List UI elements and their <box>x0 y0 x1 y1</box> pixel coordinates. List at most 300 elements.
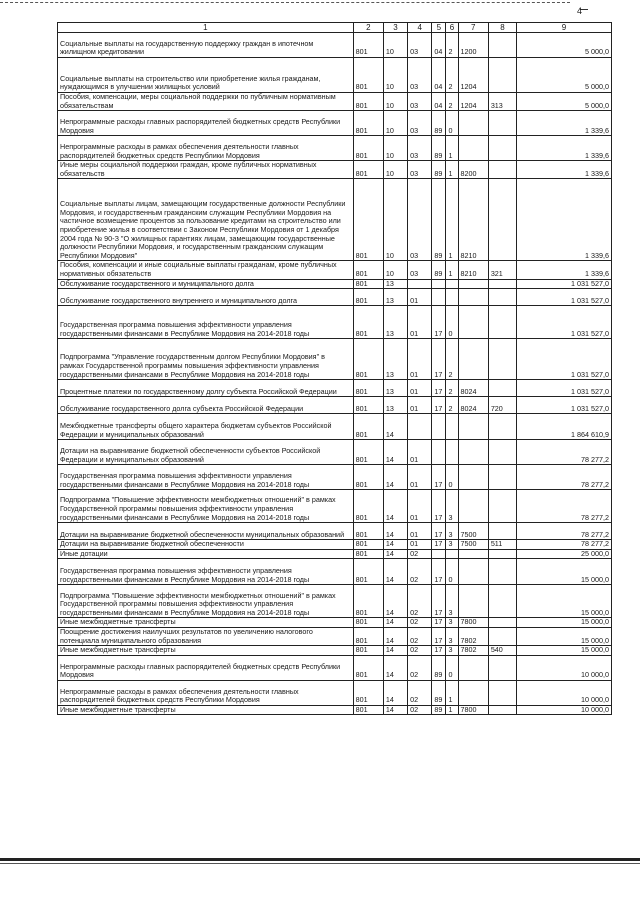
cell-amount: 25 000,0 <box>517 549 612 559</box>
cell-ministry-code: 801 <box>353 289 383 306</box>
cell-target-item: 1200 <box>458 33 488 58</box>
cell-amount: 1 031 527,0 <box>517 397 612 414</box>
cell-subsection: 03 <box>408 93 432 111</box>
cell-description: Обслуживание государственного внутреннего и муниципального долга <box>58 289 354 306</box>
table-row <box>58 523 612 540</box>
cell-subprogram: 1 <box>446 161 458 179</box>
table-header-row <box>58 23 612 33</box>
cell-expense-type: 540 <box>488 646 516 656</box>
cell-subsection: 02 <box>408 585 432 618</box>
cell-section: 14 <box>383 618 407 628</box>
cell-expense-type <box>488 339 516 380</box>
table-row <box>58 465 612 490</box>
cell-amount: 1 339,6 <box>517 261 612 279</box>
cell-subsection: 01 <box>408 540 432 550</box>
table-row <box>58 261 612 279</box>
cell-expense-type <box>488 58 516 93</box>
cell-subprogram: 2 <box>446 397 458 414</box>
cell-description: Иные межбюджетные трансферты <box>58 618 354 628</box>
header-col-8: 8 <box>488 23 516 33</box>
cell-subprogram: 2 <box>446 33 458 58</box>
cell-subprogram: 2 <box>446 380 458 397</box>
cell-expense-type <box>488 33 516 58</box>
cell-amount: 15 000,0 <box>517 646 612 656</box>
table-row <box>58 540 612 550</box>
cell-target-item: 7800 <box>458 618 488 628</box>
cell-subsection: 03 <box>408 58 432 93</box>
cell-expense-type <box>488 559 516 585</box>
cell-description: Межбюджетные трансферты общего характера бюджетам субъектов Российской Федерации и муниципальных образований <box>58 414 354 440</box>
cell-amount: 1 031 527,0 <box>517 339 612 380</box>
cell-subprogram <box>446 549 458 559</box>
cell-section: 14 <box>383 549 407 559</box>
cell-program: 89 <box>432 261 446 279</box>
cell-expense-type <box>488 549 516 559</box>
cell-description: Поощрение достижения наилучших результатов по увеличению налогового потенциала муниципального образования <box>58 627 354 645</box>
cell-target-item <box>458 490 488 523</box>
cell-ministry-code: 801 <box>353 161 383 179</box>
cell-target-item: 7802 <box>458 627 488 645</box>
cell-amount: 1 339,6 <box>517 111 612 136</box>
cell-program: 04 <box>432 33 446 58</box>
header-col-9: 9 <box>517 23 612 33</box>
cell-subprogram: 1 <box>446 705 458 715</box>
cell-ministry-code: 801 <box>353 136 383 161</box>
cell-expense-type <box>488 680 516 705</box>
scan-bottom-bar <box>0 858 640 861</box>
cell-target-item <box>458 306 488 339</box>
cell-subsection <box>408 414 432 440</box>
cell-program <box>432 279 446 289</box>
cell-section: 10 <box>383 261 407 279</box>
cell-program: 17 <box>432 646 446 656</box>
table-row <box>58 161 612 179</box>
cell-subprogram: 2 <box>446 58 458 93</box>
cell-section: 10 <box>383 33 407 58</box>
cell-ministry-code: 801 <box>353 559 383 585</box>
cell-section: 10 <box>383 161 407 179</box>
cell-target-item: 8024 <box>458 380 488 397</box>
cell-subsection: 02 <box>408 627 432 645</box>
cell-expense-type <box>488 179 516 261</box>
cell-subprogram: 1 <box>446 136 458 161</box>
cell-target-item <box>458 680 488 705</box>
cell-section: 14 <box>383 627 407 645</box>
cell-section: 10 <box>383 136 407 161</box>
cell-expense-type <box>488 111 516 136</box>
cell-description: Обслуживание государственного и муниципального долга <box>58 279 354 289</box>
cell-description: Обслуживание государственного долга субъекта Российской Федерации <box>58 397 354 414</box>
cell-ministry-code: 801 <box>353 705 383 715</box>
cell-section: 10 <box>383 93 407 111</box>
cell-ministry-code: 801 <box>353 465 383 490</box>
cell-subsection: 03 <box>408 261 432 279</box>
cell-subsection: 02 <box>408 618 432 628</box>
header-col-4: 4 <box>408 23 432 33</box>
cell-expense-type <box>488 414 516 440</box>
table-row <box>58 559 612 585</box>
cell-expense-type <box>488 161 516 179</box>
cell-description: Подпрограмма "Управление государственным долгом Республики Мордовия" в рамках Государственной программы повышения эффективности управления государственными финансами в Республике Мордовия на 2014-2018 годы <box>58 339 354 380</box>
cell-ministry-code: 801 <box>353 540 383 550</box>
cell-section: 14 <box>383 559 407 585</box>
cell-program <box>432 289 446 306</box>
cell-ministry-code: 801 <box>353 440 383 465</box>
header-col-2: 2 <box>353 23 383 33</box>
cell-ministry-code: 801 <box>353 306 383 339</box>
scan-bottom-line <box>0 863 640 864</box>
cell-subprogram: 2 <box>446 93 458 111</box>
cell-amount: 1 339,6 <box>517 179 612 261</box>
page-number: 4 <box>576 6 582 16</box>
cell-subprogram <box>446 440 458 465</box>
cell-target-item <box>458 414 488 440</box>
cell-target-item: 7500 <box>458 540 488 550</box>
table-row <box>58 414 612 440</box>
cell-amount: 78 277,2 <box>517 465 612 490</box>
cell-description: Социальные выплаты лицам, замещающим государственные должности Республики Мордовия, и государственным гражданским служащим Республики Мордовия на частичное возмещение процентов за пользование кредитами на строительство или приобретение жилья в соответствии с Законом Республики Мордовия от 1 декабря 2004 года № 90-З "О жилищных гарантиях лицам, замещающим государственные должности Республики Мордовия, и государственным гражданским служащим Республики Мордовия" <box>58 179 354 261</box>
cell-description: Подпрограмма "Повышение эффективности межбюджетных отношений" в рамках Государственной программы повышения эффективности управления государственными финансами в Республике Мордовия на 2014-2018 годы <box>58 490 354 523</box>
cell-description: Непрограммные расходы в рамках обеспечения деятельности главных распорядителей бюджетных средств Республики Мордовия <box>58 680 354 705</box>
cell-section: 14 <box>383 655 407 680</box>
table-row <box>58 58 612 93</box>
cell-section: 13 <box>383 339 407 380</box>
cell-subprogram: 1 <box>446 179 458 261</box>
cell-subprogram: 3 <box>446 523 458 540</box>
cell-target-item <box>458 289 488 306</box>
cell-subsection: 02 <box>408 680 432 705</box>
cell-description: Подпрограмма "Повышение эффективности межбюджетных отношений" в рамках Государственной программы повышения эффективности управления государственными финансами в Республике Мордовия на 2014-2018 годы <box>58 585 354 618</box>
cell-amount: 1 864 610,9 <box>517 414 612 440</box>
cell-amount: 15 000,0 <box>517 627 612 645</box>
cell-target-item <box>458 440 488 465</box>
cell-amount: 15 000,0 <box>517 618 612 628</box>
cell-subsection: 03 <box>408 136 432 161</box>
cell-ministry-code: 801 <box>353 490 383 523</box>
cell-section: 14 <box>383 585 407 618</box>
cell-subsection: 01 <box>408 465 432 490</box>
cell-subprogram: 3 <box>446 627 458 645</box>
cell-amount: 5 000,0 <box>517 58 612 93</box>
cell-subprogram: 3 <box>446 646 458 656</box>
cell-subprogram: 1 <box>446 680 458 705</box>
header-col-1: 1 <box>58 23 354 33</box>
cell-description: Социальные выплаты на строительство или приобретение жилья гражданам, нуждающимся в улучшении жилищных условий <box>58 58 354 93</box>
cell-program: 89 <box>432 111 446 136</box>
cell-description: Социальные выплаты на государственную поддержку граждан в ипотечном жилищном кредитовании <box>58 33 354 58</box>
table-row <box>58 136 612 161</box>
cell-target-item <box>458 136 488 161</box>
cell-description: Иные межбюджетные трансферты <box>58 646 354 656</box>
cell-amount: 1 031 527,0 <box>517 289 612 306</box>
cell-program: 17 <box>432 380 446 397</box>
cell-subsection: 01 <box>408 289 432 306</box>
cell-program: 17 <box>432 540 446 550</box>
cell-program: 17 <box>432 397 446 414</box>
cell-ministry-code: 801 <box>353 523 383 540</box>
header-col-7: 7 <box>458 23 488 33</box>
table-row <box>58 93 612 111</box>
cell-expense-type <box>488 136 516 161</box>
cell-amount: 5 000,0 <box>517 93 612 111</box>
cell-amount: 10 000,0 <box>517 680 612 705</box>
cell-section: 14 <box>383 680 407 705</box>
cell-subsection: 02 <box>408 646 432 656</box>
cell-subprogram: 3 <box>446 490 458 523</box>
cell-section: 14 <box>383 440 407 465</box>
cell-amount: 5 000,0 <box>517 33 612 58</box>
cell-ministry-code: 801 <box>353 33 383 58</box>
table-row <box>58 627 612 645</box>
cell-description: Процентные платежи по государственному долгу субъекта Российской Федерации <box>58 380 354 397</box>
cell-subprogram: 0 <box>446 465 458 490</box>
cell-subsection <box>408 279 432 289</box>
cell-subsection: 01 <box>408 306 432 339</box>
cell-expense-type <box>488 440 516 465</box>
cell-program: 89 <box>432 136 446 161</box>
table-row <box>58 646 612 656</box>
table-row <box>58 549 612 559</box>
cell-description: Иные межбюджетные трансферты <box>58 705 354 715</box>
cell-section: 13 <box>383 380 407 397</box>
cell-ministry-code: 801 <box>353 279 383 289</box>
cell-subsection: 02 <box>408 559 432 585</box>
cell-program: 17 <box>432 490 446 523</box>
cell-subsection: 02 <box>408 549 432 559</box>
table-row <box>58 279 612 289</box>
table-row <box>58 380 612 397</box>
cell-amount: 78 277,2 <box>517 523 612 540</box>
cell-target-item <box>458 585 488 618</box>
cell-target-item <box>458 339 488 380</box>
cell-amount: 1 031 527,0 <box>517 279 612 289</box>
cell-target-item: 1204 <box>458 58 488 93</box>
cell-program: 17 <box>432 339 446 380</box>
cell-subprogram <box>446 289 458 306</box>
cell-program: 17 <box>432 618 446 628</box>
header-col-5: 5 <box>432 23 446 33</box>
cell-amount: 1 031 527,0 <box>517 380 612 397</box>
cell-section: 14 <box>383 414 407 440</box>
cell-description: Государственная программа повышения эффективности управления государственными финансами в Республике Мордовия на 2014-2018 годы <box>58 465 354 490</box>
cell-expense-type: 720 <box>488 397 516 414</box>
cell-expense-type <box>488 585 516 618</box>
cell-target-item <box>458 549 488 559</box>
cell-expense-type <box>488 627 516 645</box>
cell-ministry-code: 801 <box>353 380 383 397</box>
cell-target-item <box>458 559 488 585</box>
header-col-6: 6 <box>446 23 458 33</box>
table-row <box>58 618 612 628</box>
cell-subsection: 01 <box>408 380 432 397</box>
cell-target-item <box>458 465 488 490</box>
cell-ministry-code: 801 <box>353 646 383 656</box>
cell-description: Государственная программа повышения эффективности управления государственными финансами в Республике Мордовия на 2014-2018 годы <box>58 306 354 339</box>
cell-program <box>432 414 446 440</box>
cell-description: Непрограммные расходы в рамках обеспечения деятельности главных распорядителей бюджетных средств Республики Мордовия <box>58 136 354 161</box>
cell-target-item: 7800 <box>458 705 488 715</box>
table-body <box>58 33 612 715</box>
cell-amount: 78 277,2 <box>517 440 612 465</box>
cell-expense-type <box>488 279 516 289</box>
cell-program <box>432 549 446 559</box>
cell-section: 14 <box>383 705 407 715</box>
cell-program: 17 <box>432 465 446 490</box>
cell-amount: 10 000,0 <box>517 705 612 715</box>
cell-expense-type <box>488 490 516 523</box>
cell-program: 89 <box>432 179 446 261</box>
cell-subprogram: 3 <box>446 540 458 550</box>
cell-ministry-code: 801 <box>353 585 383 618</box>
cell-description: Иные дотации <box>58 549 354 559</box>
cell-subsection: 01 <box>408 339 432 380</box>
cell-expense-type <box>488 465 516 490</box>
table-row <box>58 289 612 306</box>
cell-subsection: 02 <box>408 655 432 680</box>
cell-program: 17 <box>432 585 446 618</box>
table-row <box>58 655 612 680</box>
cell-amount: 1 031 527,0 <box>517 306 612 339</box>
cell-description: Пособия, компенсации и иные социальные выплаты гражданам, кроме публичных нормативных обязательств <box>58 261 354 279</box>
cell-subprogram: 2 <box>446 339 458 380</box>
cell-program: 89 <box>432 680 446 705</box>
cell-program <box>432 440 446 465</box>
table-row <box>58 585 612 618</box>
cell-target-item: 7500 <box>458 523 488 540</box>
cell-program: 17 <box>432 627 446 645</box>
table-row <box>58 490 612 523</box>
table-row <box>58 179 612 261</box>
cell-ministry-code: 801 <box>353 549 383 559</box>
cell-expense-type <box>488 705 516 715</box>
cell-subprogram: 1 <box>446 261 458 279</box>
cell-expense-type <box>488 380 516 397</box>
table-row <box>58 440 612 465</box>
cell-program: 17 <box>432 523 446 540</box>
cell-subsection: 03 <box>408 111 432 136</box>
cell-ministry-code: 801 <box>353 414 383 440</box>
cell-ministry-code: 801 <box>353 397 383 414</box>
cell-amount: 1 339,6 <box>517 136 612 161</box>
cell-subprogram: 0 <box>446 306 458 339</box>
cell-expense-type <box>488 289 516 306</box>
cell-section: 14 <box>383 523 407 540</box>
cell-section: 10 <box>383 58 407 93</box>
cell-program: 89 <box>432 705 446 715</box>
cell-amount: 15 000,0 <box>517 559 612 585</box>
cell-section: 10 <box>383 111 407 136</box>
cell-subprogram <box>446 414 458 440</box>
cell-target-item: 8210 <box>458 179 488 261</box>
cell-description: Дотации на выравнивание бюджетной обеспеченности субъектов Российской Федерации и муниципальных образований <box>58 440 354 465</box>
table-row <box>58 111 612 136</box>
cell-subsection: 02 <box>408 705 432 715</box>
cell-target-item <box>458 655 488 680</box>
budget-table <box>57 22 612 715</box>
cell-expense-type: 511 <box>488 540 516 550</box>
cell-description: Непрограммные расходы главных распорядителей бюджетных средств Республики Мордовия <box>58 111 354 136</box>
cell-section: 14 <box>383 490 407 523</box>
cell-amount: 78 277,2 <box>517 490 612 523</box>
cell-description: Дотации на выравнивание бюджетной обеспеченности муниципальных образований <box>58 523 354 540</box>
cell-section: 13 <box>383 289 407 306</box>
cell-target-item <box>458 279 488 289</box>
cell-section: 14 <box>383 646 407 656</box>
cell-subsection: 01 <box>408 440 432 465</box>
cell-description: Государственная программа повышения эффективности управления государственными финансами в Республике Мордовия на 2014-2018 годы <box>58 559 354 585</box>
cell-target-item: 8024 <box>458 397 488 414</box>
scan-top-line <box>0 2 570 3</box>
cell-ministry-code: 801 <box>353 339 383 380</box>
cell-section: 13 <box>383 397 407 414</box>
cell-subsection: 03 <box>408 179 432 261</box>
cell-ministry-code: 801 <box>353 58 383 93</box>
cell-section: 13 <box>383 306 407 339</box>
cell-program: 17 <box>432 559 446 585</box>
cell-description: Непрограммные расходы главных распорядителей бюджетных средств Республики Мордовия <box>58 655 354 680</box>
cell-subprogram: 3 <box>446 618 458 628</box>
cell-description: Дотации на выравнивание бюджетной обеспеченности <box>58 540 354 550</box>
cell-description: Пособия, компенсации, меры социальной поддержки по публичным нормативным обязательствам <box>58 93 354 111</box>
cell-amount: 78 277,2 <box>517 540 612 550</box>
cell-section: 14 <box>383 465 407 490</box>
cell-expense-type <box>488 618 516 628</box>
cell-subsection: 01 <box>408 490 432 523</box>
cell-expense-type <box>488 655 516 680</box>
table-row <box>58 306 612 339</box>
cell-section: 10 <box>383 179 407 261</box>
cell-section: 13 <box>383 279 407 289</box>
cell-description: Иные меры социальной поддержки граждан, кроме публичных нормативных обязательств <box>58 161 354 179</box>
cell-target-item <box>458 111 488 136</box>
cell-expense-type <box>488 523 516 540</box>
cell-ministry-code: 801 <box>353 627 383 645</box>
cell-amount: 15 000,0 <box>517 585 612 618</box>
header-col-3: 3 <box>383 23 407 33</box>
cell-subsection: 01 <box>408 523 432 540</box>
table-row <box>58 397 612 414</box>
cell-target-item: 8210 <box>458 261 488 279</box>
cell-program: 89 <box>432 161 446 179</box>
cell-subsection: 01 <box>408 397 432 414</box>
cell-amount: 10 000,0 <box>517 655 612 680</box>
cell-ministry-code: 801 <box>353 179 383 261</box>
cell-target-item: 7802 <box>458 646 488 656</box>
cell-subsection: 03 <box>408 161 432 179</box>
cell-program: 89 <box>432 655 446 680</box>
table-row <box>58 33 612 58</box>
cell-expense-type: 313 <box>488 93 516 111</box>
cell-target-item: 1204 <box>458 93 488 111</box>
cell-program: 04 <box>432 93 446 111</box>
cell-expense-type: 321 <box>488 261 516 279</box>
cell-subprogram: 0 <box>446 111 458 136</box>
cell-subprogram: 0 <box>446 559 458 585</box>
cell-subprogram: 3 <box>446 585 458 618</box>
cell-subprogram: 0 <box>446 655 458 680</box>
cell-ministry-code: 801 <box>353 261 383 279</box>
cell-program: 04 <box>432 58 446 93</box>
cell-ministry-code: 801 <box>353 618 383 628</box>
cell-program: 17 <box>432 306 446 339</box>
table-row <box>58 339 612 380</box>
cell-ministry-code: 801 <box>353 655 383 680</box>
cell-target-item: 8200 <box>458 161 488 179</box>
table-row <box>58 680 612 705</box>
cell-amount: 1 339,6 <box>517 161 612 179</box>
cell-expense-type <box>488 306 516 339</box>
cell-ministry-code: 801 <box>353 111 383 136</box>
